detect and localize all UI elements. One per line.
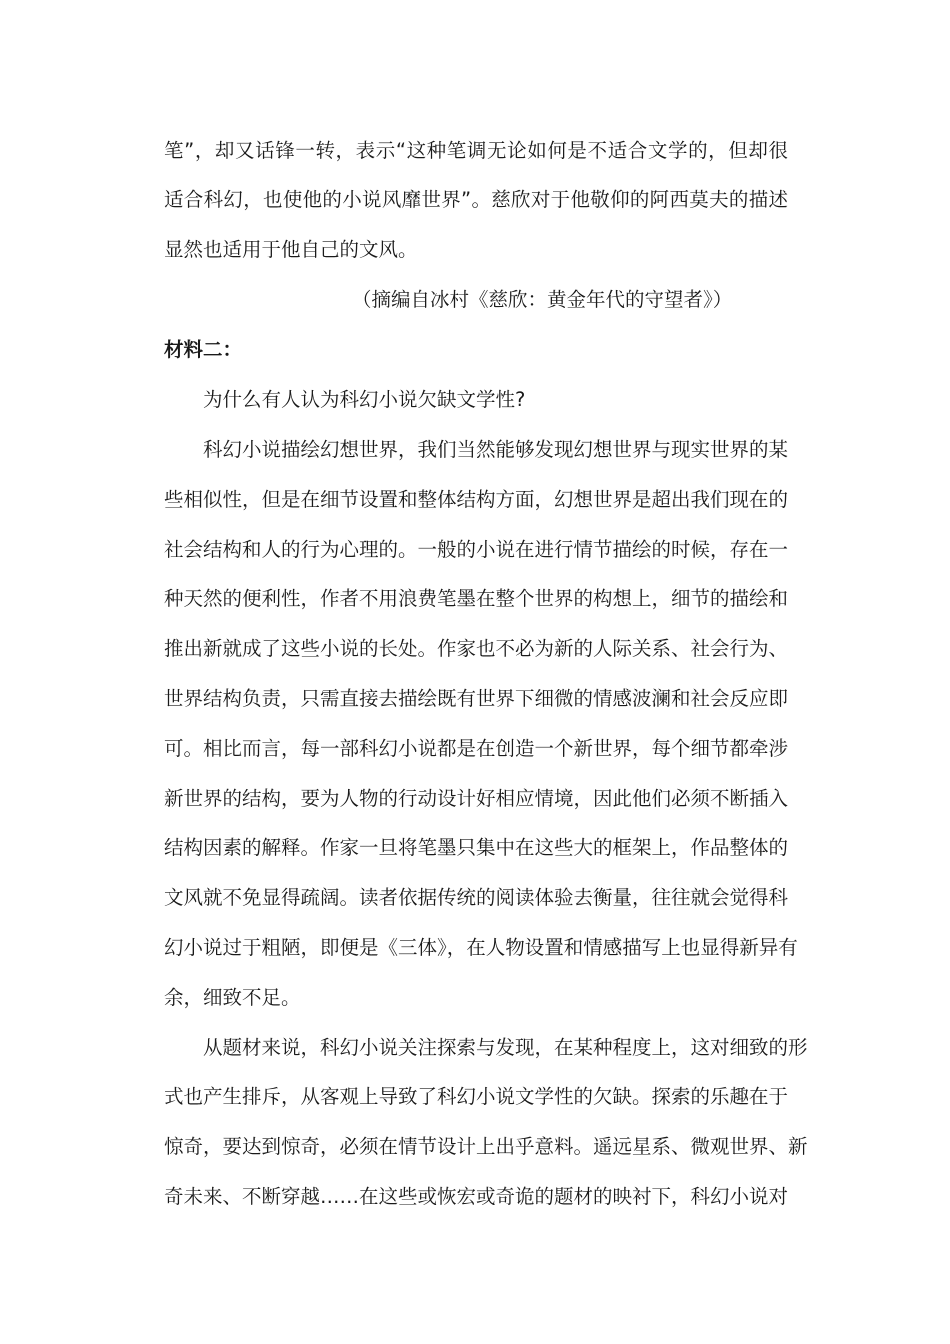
paragraph-line: 奇未来、不断穿越……在这些或恢宏或奇诡的题材的映衬下，科幻小说对 [164, 1185, 789, 1208]
text-line: 适合科幻，也使他的小说风靡世界”。慈欣对于他敬仰的阿西莫夫的描述 [164, 188, 788, 211]
paragraph-line: 余，细致不足。 [164, 986, 301, 1009]
paragraph-line: 结构因素的解释。作家一旦将笔墨只集中在这些大的框架上，作品整体的 [164, 836, 789, 859]
paragraph-line: 从题材来说，科幻小说关注探索与发现，在某种程度上，这对细致的形 [203, 1036, 808, 1059]
paragraph-line: 科幻小说描绘幻想世界，我们当然能够发现幻想世界与现实世界的某 [203, 438, 789, 461]
paragraph-line: 惊奇，要达到惊奇，必须在情节设计上出乎意料。遥远星系、微观世界、新 [164, 1135, 808, 1158]
paragraph-line: 可。相比而言，每一部科幻小说都是在创造一个新世界，每个细节都牵涉 [164, 737, 789, 760]
paragraph-line: 些相似性，但是在细节设置和整体结构方面，幻想世界是超出我们现在的 [164, 488, 789, 511]
citation: （摘编自冰村《慈欣：黄金年代的守望者》） [352, 288, 733, 311]
paragraph-line: 世界结构负责，只需直接去描绘既有世界下细微的情感波澜和社会反应即 [164, 687, 789, 710]
paragraph-line: 式也产生排斥，从客观上导致了科幻小说文学性的欠缺。探索的乐趣在于 [164, 1085, 789, 1108]
paragraph-line: 社会结构和人的行为心理的。一般的小说在进行情节描绘的时候，存在一 [164, 538, 789, 561]
paragraph-line: 幻小说过于粗陋，即便是《三体》，在人物设置和情感描写上也显得新异有 [164, 936, 798, 959]
text-line: 显然也适用于他自己的文风。 [164, 238, 418, 261]
paragraph-line: 推出新就成了这些小说的长处。作家也不必为新的人际关系、社会行为、 [164, 637, 789, 660]
paragraph-line: 种天然的便利性，作者不用浪费笔墨在整个世界的构想上，细节的描绘和 [164, 587, 789, 610]
question-line: 为什么有人认为科幻小说欠缺文学性? [203, 388, 526, 411]
text-line: 笔”，却又话锋一转，表示“这种笔调无论如何是不适合文学的，但却很 [164, 139, 788, 162]
section-heading: 材料二： [164, 338, 243, 361]
paragraph-line: 文风就不免显得疏阔。读者依据传统的阅读体验去衡量，往往就会觉得科 [164, 886, 789, 909]
paragraph-line: 新世界的结构，要为人物的行动设计好相应情境，因此他们必须不断插入 [164, 787, 789, 810]
